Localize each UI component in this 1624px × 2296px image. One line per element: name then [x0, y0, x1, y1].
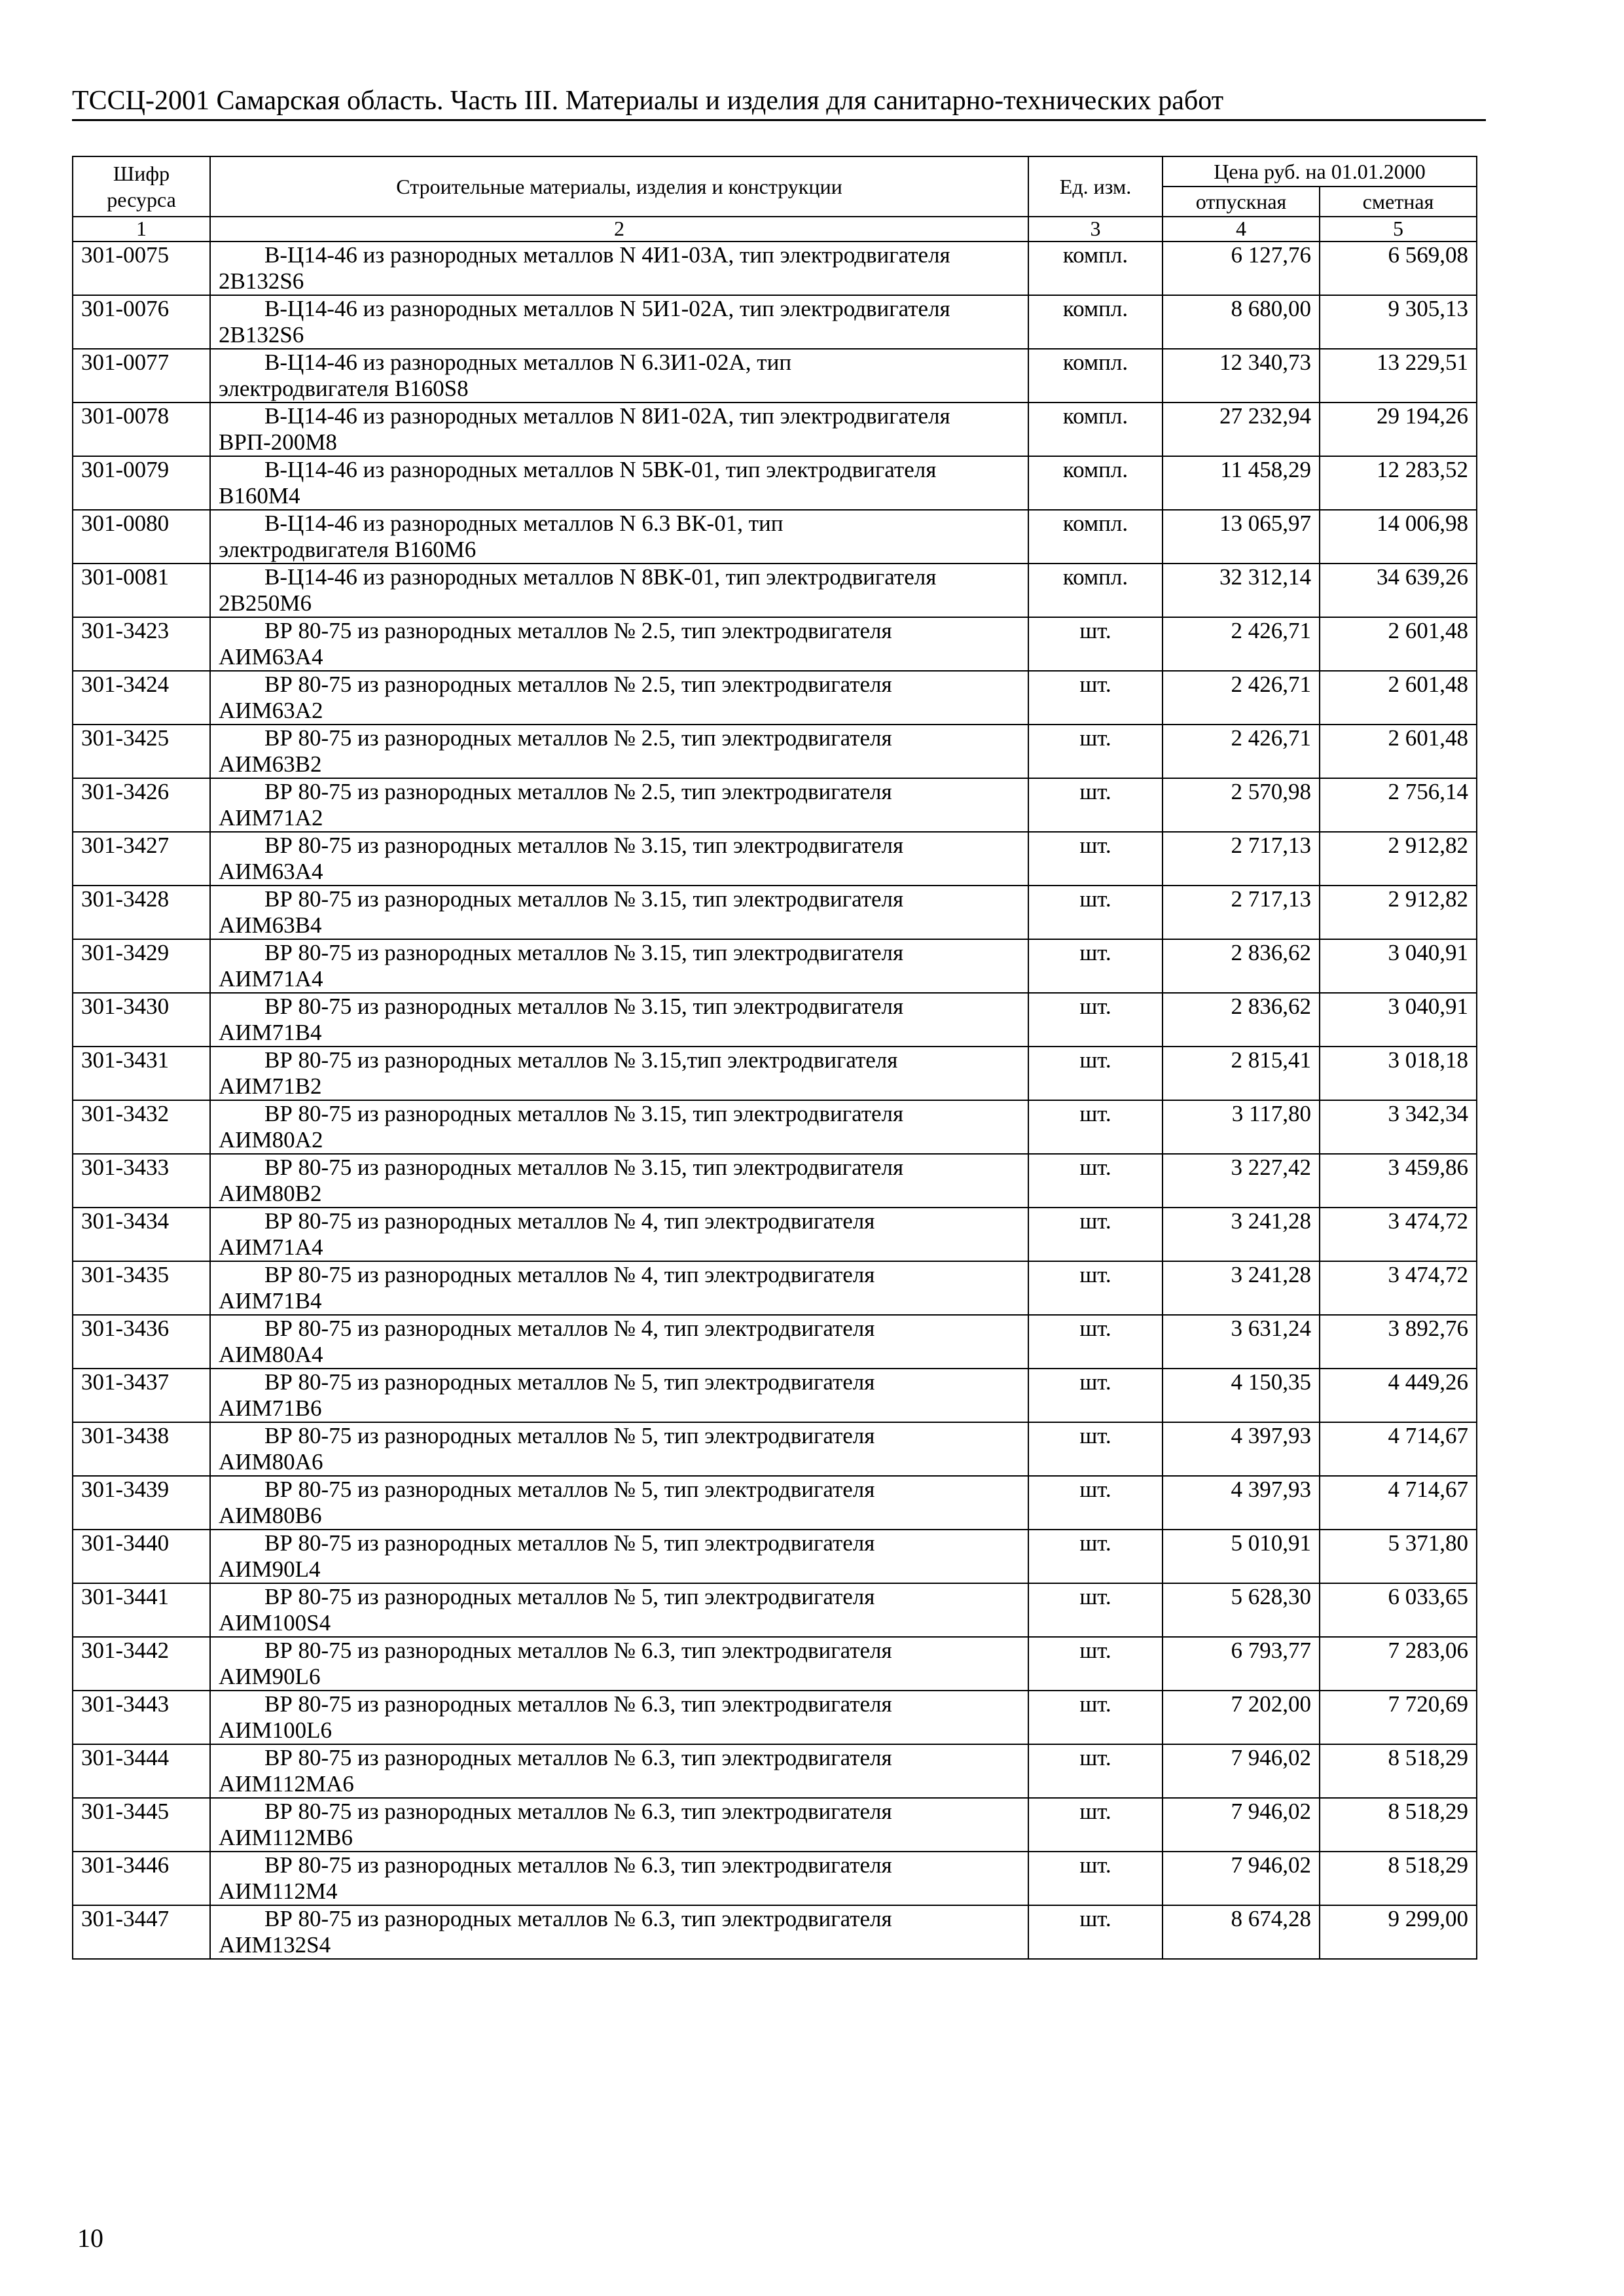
estimate-price-cell: 3 459,86	[1320, 1154, 1477, 1208]
release-price-cell: 7 946,02	[1163, 1744, 1320, 1798]
estimate-price-cell: 3 342,34	[1320, 1100, 1477, 1154]
release-price-cell: 3 631,24	[1163, 1315, 1320, 1369]
unit-cell: компл.	[1028, 456, 1163, 510]
description-line-continued: АИМ80А4	[219, 1342, 323, 1367]
release-price-cell: 8 680,00	[1163, 295, 1320, 349]
resource-code-cell: 301-3427	[73, 832, 210, 886]
description-line-continued: АИМ71А4	[219, 1234, 323, 1260]
resource-code-cell: 301-3433	[73, 1154, 210, 1208]
resource-code-cell: 301-0079	[73, 456, 210, 510]
price-table	[72, 156, 1477, 1960]
estimate-price-cell: 4 714,67	[1320, 1422, 1477, 1476]
table-row	[73, 564, 1477, 617]
description-line: ВР 80-75 из разнородных металлов № 2.5, тип электродвигателя	[264, 618, 892, 643]
estimate-price-cell: 2 601,48	[1320, 617, 1477, 671]
description-cell	[210, 1583, 1028, 1637]
description-cell	[210, 832, 1028, 886]
resource-code-cell: 301-3430	[73, 993, 210, 1047]
resource-code-cell: 301-3429	[73, 939, 210, 993]
description-line-continued: АИМ112МВ6	[219, 1825, 353, 1850]
column-number: 3	[1028, 217, 1163, 242]
release-price-cell: 3 227,42	[1163, 1154, 1320, 1208]
release-price-cell: 6 793,77	[1163, 1637, 1320, 1691]
description-line-continued: электродвигателя В160S8	[219, 376, 469, 401]
estimate-price-cell: 2 601,48	[1320, 725, 1477, 778]
estimate-price-cell: 6 033,65	[1320, 1583, 1477, 1637]
estimate-price-cell: 2 601,48	[1320, 671, 1477, 725]
resource-code-cell: 301-3424	[73, 671, 210, 725]
table-row	[73, 1637, 1477, 1691]
table-row	[73, 1583, 1477, 1637]
column-number-row	[73, 217, 1477, 242]
resource-code-cell: 301-3447	[73, 1905, 210, 1959]
description-line-continued: АИМ80А6	[219, 1449, 323, 1475]
unit-cell: шт.	[1028, 939, 1163, 993]
description-line-continued: АИМ71В4	[219, 1020, 322, 1045]
resource-code-cell: 301-3443	[73, 1691, 210, 1744]
description-line: ВР 80-75 из разнородных металлов № 5, тип электродвигателя	[264, 1369, 875, 1395]
column-number: 5	[1320, 217, 1477, 242]
description-cell	[210, 1369, 1028, 1422]
table-row	[73, 725, 1477, 778]
release-price-cell: 8 674,28	[1163, 1905, 1320, 1959]
description-line: ВР 80-75 из разнородных металлов № 5, тип электродвигателя	[264, 1530, 875, 1556]
release-price-cell: 6 127,76	[1163, 242, 1320, 295]
resource-code-cell: 301-3426	[73, 778, 210, 832]
description-line: В-Ц14-46 из разнородных металлов N 8И1-02А, тип электродвигателя	[264, 403, 950, 429]
unit-cell: шт.	[1028, 1691, 1163, 1744]
description-cell	[210, 1476, 1028, 1530]
column-number: 4	[1163, 217, 1320, 242]
unit-cell: шт.	[1028, 725, 1163, 778]
description-line: В-Ц14-46 из разнородных металлов N 6.3 ВК-01, тип	[264, 511, 784, 536]
description-line-continued: 2В132S6	[219, 322, 304, 348]
column-header-price-estimate: сметная	[1320, 187, 1477, 217]
description-cell	[210, 1852, 1028, 1905]
table-row	[73, 1905, 1477, 1959]
estimate-price-cell: 34 639,26	[1320, 564, 1477, 617]
unit-cell: шт.	[1028, 1047, 1163, 1100]
unit-cell: шт.	[1028, 1798, 1163, 1852]
description-cell	[210, 671, 1028, 725]
release-price-cell: 2 836,62	[1163, 993, 1320, 1047]
description-line-continued: АИМ71А2	[219, 805, 323, 831]
table-row	[73, 1261, 1477, 1315]
description-line: ВР 80-75 из разнородных металлов № 4, тип электродвигателя	[264, 1316, 875, 1341]
description-line-continued: АИМ71В6	[219, 1395, 322, 1421]
resource-code-cell: 301-3423	[73, 617, 210, 671]
description-line: ВР 80-75 из разнородных металлов № 6.3, тип электродвигателя	[264, 1638, 892, 1663]
unit-cell: компл.	[1028, 349, 1163, 403]
description-line: ВР 80-75 из разнородных металлов № 3.15, тип электродвигателя	[264, 1155, 904, 1180]
column-number: 1	[73, 217, 210, 242]
table-row	[73, 1744, 1477, 1798]
description-line: ВР 80-75 из разнородных металлов № 3.15, тип электродвигателя	[264, 1101, 904, 1126]
release-price-cell: 2 717,13	[1163, 886, 1320, 939]
description-line-continued: АИМ100L6	[219, 1717, 333, 1743]
description-line-continued: АИМ90L6	[219, 1664, 321, 1689]
description-line: ВР 80-75 из разнородных металлов № 3.15, тип электродвигателя	[264, 940, 904, 965]
resource-code-cell: 301-3436	[73, 1315, 210, 1369]
table-row	[73, 939, 1477, 993]
estimate-price-cell: 8 518,29	[1320, 1852, 1477, 1905]
resource-code-cell: 301-3431	[73, 1047, 210, 1100]
description-line-continued: 2В132S6	[219, 268, 304, 294]
description-cell	[210, 510, 1028, 564]
estimate-price-cell: 3 040,91	[1320, 993, 1477, 1047]
description-line: ВР 80-75 из разнородных металлов № 6.3, тип электродвигателя	[264, 1906, 892, 1931]
description-cell	[210, 349, 1028, 403]
estimate-price-cell: 12 283,52	[1320, 456, 1477, 510]
table-row	[73, 242, 1477, 295]
description-line-continued: АИМ63А2	[219, 698, 323, 723]
estimate-price-cell: 2 756,14	[1320, 778, 1477, 832]
table-row	[73, 1422, 1477, 1476]
description-line-continued: АИМ80А2	[219, 1127, 323, 1153]
resource-code-cell: 301-3435	[73, 1261, 210, 1315]
table-row	[73, 1530, 1477, 1583]
description-line-continued: АИМ112М4	[219, 1878, 338, 1904]
release-price-cell: 5 628,30	[1163, 1583, 1320, 1637]
description-cell	[210, 242, 1028, 295]
unit-cell: шт.	[1028, 1154, 1163, 1208]
estimate-price-cell: 14 006,98	[1320, 510, 1477, 564]
table-row	[73, 510, 1477, 564]
release-price-cell: 3 117,80	[1163, 1100, 1320, 1154]
description-line-continued: АИМ90L4	[219, 1556, 321, 1582]
table-row	[73, 1154, 1477, 1208]
column-header-price-group: Цена руб. на 01.01.2000	[1163, 156, 1477, 187]
description-line: ВР 80-75 из разнородных металлов № 3.15, тип электродвигателя	[264, 833, 904, 858]
unit-cell: шт.	[1028, 1744, 1163, 1798]
unit-cell: шт.	[1028, 778, 1163, 832]
unit-cell: компл.	[1028, 403, 1163, 456]
estimate-price-cell: 4 449,26	[1320, 1369, 1477, 1422]
resource-code-cell: 301-3440	[73, 1530, 210, 1583]
resource-code-cell: 301-3425	[73, 725, 210, 778]
unit-cell: шт.	[1028, 1100, 1163, 1154]
resource-code-cell: 301-3434	[73, 1208, 210, 1261]
estimate-price-cell: 9 299,00	[1320, 1905, 1477, 1959]
description-line: ВР 80-75 из разнородных металлов № 3.15,тип электродвигателя	[264, 1047, 898, 1073]
release-price-cell: 2 426,71	[1163, 617, 1320, 671]
description-line-continued: АИМ80В6	[219, 1503, 322, 1528]
estimate-price-cell: 29 194,26	[1320, 403, 1477, 456]
resource-code-cell: 301-3437	[73, 1369, 210, 1422]
resource-code-cell: 301-3444	[73, 1744, 210, 1798]
estimate-price-cell: 6 569,08	[1320, 242, 1477, 295]
description-cell	[210, 1208, 1028, 1261]
resource-code-cell: 301-3439	[73, 1476, 210, 1530]
table-row	[73, 1691, 1477, 1744]
description-cell	[210, 1530, 1028, 1583]
description-line-continued: электродвигателя В160М6	[219, 537, 477, 562]
release-price-cell: 7 202,00	[1163, 1691, 1320, 1744]
table-row	[73, 1369, 1477, 1422]
release-price-cell: 4 397,93	[1163, 1422, 1320, 1476]
estimate-price-cell: 3 018,18	[1320, 1047, 1477, 1100]
resource-code-cell: 301-3432	[73, 1100, 210, 1154]
description-line: В-Ц14-46 из разнородных металлов N 4И1-03А, тип электродвигателя	[264, 242, 950, 268]
description-cell	[210, 1691, 1028, 1744]
unit-cell: шт.	[1028, 1905, 1163, 1959]
resource-code-cell: 301-3442	[73, 1637, 210, 1691]
description-cell	[210, 1905, 1028, 1959]
estimate-price-cell: 3 040,91	[1320, 939, 1477, 993]
table-row	[73, 1476, 1477, 1530]
description-line-continued: ВРП-200М8	[219, 429, 337, 455]
description-line-continued: АИМ63А4	[219, 859, 323, 884]
estimate-price-cell: 3 474,72	[1320, 1208, 1477, 1261]
unit-cell: шт.	[1028, 1208, 1163, 1261]
table-row	[73, 349, 1477, 403]
description-line: ВР 80-75 из разнородных металлов № 4, тип электродвигателя	[264, 1208, 875, 1234]
description-cell	[210, 1315, 1028, 1369]
resource-code-cell: 301-0077	[73, 349, 210, 403]
estimate-price-cell: 5 371,80	[1320, 1530, 1477, 1583]
table-row	[73, 1852, 1477, 1905]
release-price-cell: 4 397,93	[1163, 1476, 1320, 1530]
release-price-cell: 32 312,14	[1163, 564, 1320, 617]
description-line: ВР 80-75 из разнородных металлов № 3.15, тип электродвигателя	[264, 994, 904, 1019]
description-line: В-Ц14-46 из разнородных металлов N 5ВК-01, тип электродвигателя	[264, 457, 937, 482]
description-cell	[210, 1637, 1028, 1691]
description-line-continued: АИМ71В4	[219, 1288, 322, 1314]
unit-cell: шт.	[1028, 1315, 1163, 1369]
description-line: ВР 80-75 из разнородных металлов № 3.15, тип электродвигателя	[264, 886, 904, 912]
estimate-price-cell: 8 518,29	[1320, 1798, 1477, 1852]
estimate-price-cell: 2 912,82	[1320, 832, 1477, 886]
description-cell	[210, 1100, 1028, 1154]
unit-cell: шт.	[1028, 886, 1163, 939]
description-cell	[210, 725, 1028, 778]
description-line: В-Ц14-46 из разнородных металлов N 8ВК-01, тип электродвигателя	[264, 564, 937, 590]
table-row	[73, 832, 1477, 886]
unit-cell: компл.	[1028, 564, 1163, 617]
table-row	[73, 295, 1477, 349]
estimate-price-cell: 3 892,76	[1320, 1315, 1477, 1369]
description-line: ВР 80-75 из разнородных металлов № 2.5, тип электродвигателя	[264, 672, 892, 697]
resource-code-cell: 301-0076	[73, 295, 210, 349]
resource-code-cell: 301-3445	[73, 1798, 210, 1852]
release-price-cell: 3 241,28	[1163, 1208, 1320, 1261]
release-price-cell: 27 232,94	[1163, 403, 1320, 456]
release-price-cell: 11 458,29	[1163, 456, 1320, 510]
unit-cell: шт.	[1028, 671, 1163, 725]
table-header	[73, 156, 1477, 242]
estimate-price-cell: 3 474,72	[1320, 1261, 1477, 1315]
table-row	[73, 1100, 1477, 1154]
table-row	[73, 1208, 1477, 1261]
unit-cell: шт.	[1028, 1476, 1163, 1530]
description-line-continued: АИМ63В2	[219, 751, 322, 777]
estimate-price-cell: 13 229,51	[1320, 349, 1477, 403]
estimate-price-cell: 9 305,13	[1320, 295, 1477, 349]
table-row	[73, 1047, 1477, 1100]
table-row	[73, 456, 1477, 510]
release-price-cell: 4 150,35	[1163, 1369, 1320, 1422]
resource-code-cell: 301-0080	[73, 510, 210, 564]
unit-cell: шт.	[1028, 1422, 1163, 1476]
table-body	[73, 242, 1477, 1959]
description-cell	[210, 456, 1028, 510]
table-row	[73, 403, 1477, 456]
description-line: ВР 80-75 из разнородных металлов № 6.3, тип электродвигателя	[264, 1852, 892, 1878]
unit-cell: шт.	[1028, 617, 1163, 671]
table-row	[73, 778, 1477, 832]
unit-cell: шт.	[1028, 993, 1163, 1047]
description-cell	[210, 564, 1028, 617]
description-cell	[210, 939, 1028, 993]
release-price-cell: 3 241,28	[1163, 1261, 1320, 1315]
description-cell	[210, 778, 1028, 832]
release-price-cell: 2 836,62	[1163, 939, 1320, 993]
page-header-title: ТССЦ-2001 Самарская область. Часть III. Материалы и изделия для санитарно-технических работ	[72, 86, 1224, 116]
table-row	[73, 671, 1477, 725]
column-header-unit: Ед. изм.	[1028, 156, 1163, 217]
description-line: ВР 80-75 из разнородных металлов № 4, тип электродвигателя	[264, 1262, 875, 1287]
unit-cell: шт.	[1028, 1852, 1163, 1905]
column-number: 2	[210, 217, 1028, 242]
resource-code-cell: 301-0078	[73, 403, 210, 456]
description-line-continued: В160М4	[219, 483, 300, 509]
description-cell	[210, 993, 1028, 1047]
release-price-cell: 2 717,13	[1163, 832, 1320, 886]
description-line: В-Ц14-46 из разнородных металлов N 5И1-02А, тип электродвигателя	[264, 296, 950, 321]
description-line: ВР 80-75 из разнородных металлов № 6.3, тип электродвигателя	[264, 1745, 892, 1770]
description-line: ВР 80-75 из разнородных металлов № 5, тип электродвигателя	[264, 1423, 875, 1448]
description-cell	[210, 886, 1028, 939]
estimate-price-cell: 7 720,69	[1320, 1691, 1477, 1744]
unit-cell: компл.	[1028, 242, 1163, 295]
description-line-continued: АИМ63В4	[219, 912, 322, 938]
unit-cell: шт.	[1028, 1261, 1163, 1315]
table-row	[73, 617, 1477, 671]
resource-code-cell: 301-0081	[73, 564, 210, 617]
table-row	[73, 886, 1477, 939]
release-price-cell: 7 946,02	[1163, 1852, 1320, 1905]
resource-code-cell: 301-3441	[73, 1583, 210, 1637]
table-row	[73, 993, 1477, 1047]
table-row	[73, 1315, 1477, 1369]
description-line-continued: АИМ112МА6	[219, 1771, 354, 1797]
description-cell	[210, 403, 1028, 456]
unit-cell: шт.	[1028, 1583, 1163, 1637]
column-header-description: Строительные материалы, изделия и конструкции	[210, 156, 1028, 217]
estimate-price-cell: 8 518,29	[1320, 1744, 1477, 1798]
release-price-cell: 2 815,41	[1163, 1047, 1320, 1100]
header-rule	[72, 119, 1486, 121]
page-number: 10	[77, 2223, 103, 2253]
description-cell	[210, 295, 1028, 349]
resource-code-cell: 301-3446	[73, 1852, 210, 1905]
estimate-price-cell: 7 283,06	[1320, 1637, 1477, 1691]
release-price-cell: 13 065,97	[1163, 510, 1320, 564]
resource-code-cell: 301-0075	[73, 242, 210, 295]
description-line-continued: АИМ100S4	[219, 1610, 331, 1636]
description-line-continued: АИМ132S4	[219, 1932, 331, 1958]
description-cell	[210, 1422, 1028, 1476]
release-price-cell: 7 946,02	[1163, 1798, 1320, 1852]
description-line-continued: АИМ71В2	[219, 1073, 322, 1099]
description-line: ВР 80-75 из разнородных металлов № 5, тип электродвигателя	[264, 1477, 875, 1502]
column-header-price-release: отпускная	[1163, 187, 1320, 217]
description-line: ВР 80-75 из разнородных металлов № 5, тип электродвигателя	[264, 1584, 875, 1609]
resource-code-cell: 301-3428	[73, 886, 210, 939]
unit-cell: шт.	[1028, 1637, 1163, 1691]
description-cell	[210, 1744, 1028, 1798]
unit-cell: компл.	[1028, 510, 1163, 564]
resource-code-cell: 301-3438	[73, 1422, 210, 1476]
column-header-code: Шифр ресурса	[73, 156, 210, 217]
estimate-price-cell: 4 714,67	[1320, 1476, 1477, 1530]
description-cell	[210, 1798, 1028, 1852]
description-line: ВР 80-75 из разнородных металлов № 2.5, тип электродвигателя	[264, 779, 892, 804]
release-price-cell: 5 010,91	[1163, 1530, 1320, 1583]
release-price-cell: 12 340,73	[1163, 349, 1320, 403]
description-cell	[210, 1154, 1028, 1208]
description-line-continued: АИМ63А4	[219, 644, 323, 670]
unit-cell: компл.	[1028, 295, 1163, 349]
description-line-continued: АИМ71А4	[219, 966, 323, 992]
unit-cell: шт.	[1028, 1530, 1163, 1583]
release-price-cell: 2 426,71	[1163, 725, 1320, 778]
description-cell	[210, 1261, 1028, 1315]
description-line: ВР 80-75 из разнородных металлов № 2.5, тип электродвигателя	[264, 725, 892, 751]
description-cell	[210, 1047, 1028, 1100]
release-price-cell: 2 570,98	[1163, 778, 1320, 832]
unit-cell: шт.	[1028, 1369, 1163, 1422]
release-price-cell: 2 426,71	[1163, 671, 1320, 725]
description-line: ВР 80-75 из разнородных металлов № 6.3, тип электродвигателя	[264, 1691, 892, 1717]
description-line-continued: 2В250М6	[219, 590, 312, 616]
description-line-continued: АИМ80В2	[219, 1181, 322, 1206]
estimate-price-cell: 2 912,82	[1320, 886, 1477, 939]
description-line: ВР 80-75 из разнородных металлов № 6.3, тип электродвигателя	[264, 1799, 892, 1824]
table-row	[73, 1798, 1477, 1852]
description-cell	[210, 617, 1028, 671]
description-line: В-Ц14-46 из разнородных металлов N 6.3И1-02А, тип	[264, 350, 792, 375]
unit-cell: шт.	[1028, 832, 1163, 886]
